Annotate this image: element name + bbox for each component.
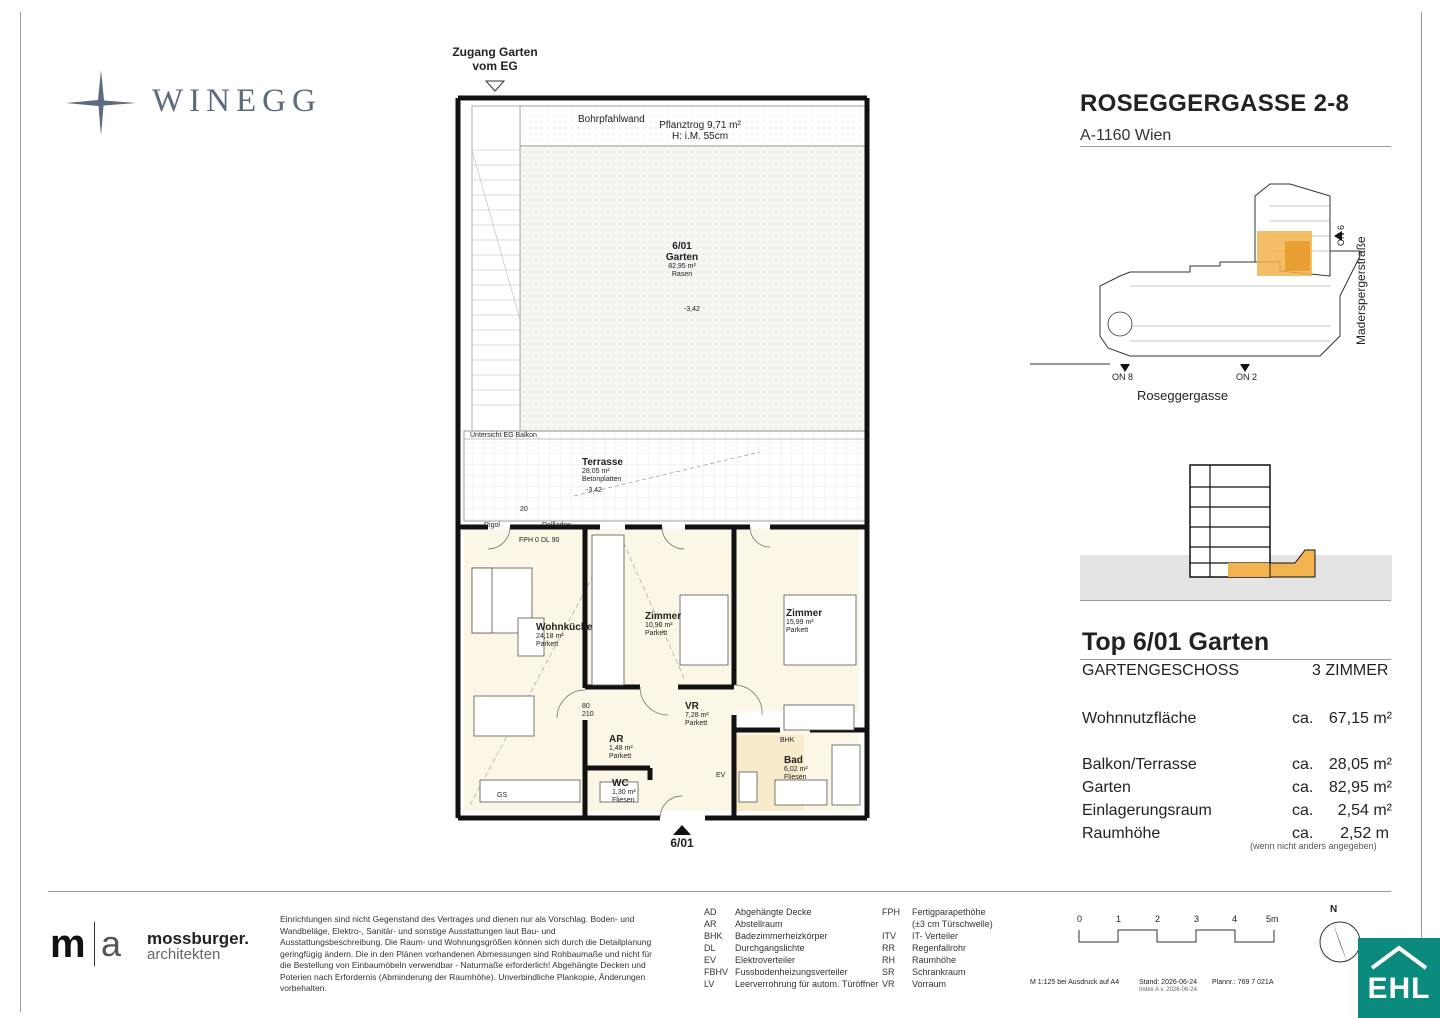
room-ar: AR 1,48 m² Parkett bbox=[609, 734, 633, 760]
meta-index: Index A v. 2026-06-24 bbox=[1139, 987, 1197, 993]
section-drawing bbox=[1080, 455, 1392, 600]
area-value-raumhoehe: 2,52 m bbox=[1340, 825, 1389, 842]
site-street-bottom: Roseggergasse bbox=[1137, 388, 1229, 403]
tag-20: 20 bbox=[520, 506, 528, 513]
tag-ev: EV bbox=[716, 772, 726, 779]
brand-name: WINEGG bbox=[152, 83, 322, 119]
scale-tick-0: 0 bbox=[1077, 914, 1083, 924]
room-vr: VR 7,28 m² Parkett bbox=[685, 701, 709, 727]
entrance-garden-label: Zugang Garten vom EG bbox=[452, 45, 538, 73]
terrace-level: -3,42 bbox=[586, 487, 602, 494]
tag-dl: DL 90 bbox=[541, 537, 560, 544]
tag-door-height: 210 bbox=[582, 711, 594, 718]
scale-tick-5: 5m bbox=[1266, 914, 1279, 924]
floor-plan bbox=[450, 90, 875, 830]
scale-tick-1: 1 bbox=[1116, 914, 1122, 924]
meta-plannr: Plannr.: 769 7 021A bbox=[1212, 979, 1274, 986]
area-label-garten: Garten bbox=[1082, 779, 1131, 796]
area-ca-raumhoehe: ca. bbox=[1292, 825, 1314, 842]
area-ca-balkon: ca. bbox=[1292, 756, 1314, 773]
legend-left: AD Abgehängte Decke AR Abstellraum BHK Badezimmerheizkörper DL Durchgangslichte EV Elektroverteiler FBHV Fussbodenheizungsverteiler LV Leerverrohrung für autom. Türöffner bbox=[704, 907, 879, 989]
area-value-balkon: 28,05 m² bbox=[1328, 756, 1392, 773]
area-label-balkon: Balkon/Terrasse bbox=[1082, 756, 1197, 773]
room-wohnkueche: Wohnküche 24,18 m² Parkett bbox=[536, 622, 593, 648]
scale-tick-2: 2 bbox=[1155, 914, 1161, 924]
garden-label: 6/01 Garten 82,95 m² Rasen bbox=[665, 241, 699, 278]
site-on2: ON 2 bbox=[1236, 372, 1258, 382]
compass-star-logo-icon bbox=[66, 70, 136, 136]
unit-rule bbox=[1080, 659, 1391, 660]
address-city: A-1160 Wien bbox=[1080, 127, 1172, 144]
architect-mark-divider bbox=[94, 922, 95, 966]
site-on6: ON 6 bbox=[1336, 224, 1346, 246]
disclaimer: Einrichtungen sind nicht Gegenstand des Vertrages und dienen nur als Vorschlag. Boden- und Wandbeläge, Elektro-, Sanitär- und sonstige Ausstattungen laut Bau- und Ausstattungsbeschreibung. Die Raum- und Wohnungsgrößen können sich durch die Detailplanung geringfügig ändern. Die in den Plänen vorhandenen Abmessungen sind Rohbaumaße und nicht für die Bestellung von Einbaumöbeln verwendbar - Naturmaße erforderlich! Abgehängte Decken und Poterien nach Erfordernis (Abminderung der Raumhöhe). Unverbindliche Plankopie, Änderungen vorbehalten. bbox=[280, 914, 652, 993]
house-icon bbox=[1366, 942, 1432, 970]
architect-sub: architekten bbox=[147, 946, 221, 963]
scale-bar bbox=[1078, 928, 1278, 944]
area-value-garten: 82,95 m² bbox=[1328, 779, 1392, 796]
site-plan bbox=[1030, 176, 1390, 386]
tag-bhk: BHK bbox=[780, 737, 795, 744]
address-street: ROSEGGERGASSE 2-8 bbox=[1080, 90, 1350, 117]
terrace-label: Terrasse 28,05 m² Betonplatten bbox=[582, 457, 623, 483]
agency-name: EHL bbox=[1367, 972, 1431, 1005]
entrance-label: 6/01 bbox=[670, 836, 694, 850]
meta-stand: Stand: 2026-06-24 bbox=[1139, 979, 1197, 986]
north-arrow-icon bbox=[1318, 906, 1362, 970]
tag-gs: GS bbox=[497, 792, 508, 799]
room-bad: Bad 6,02 m² Fliesen bbox=[784, 755, 808, 781]
tag-rigol: Rigol bbox=[484, 522, 500, 529]
area-label-einlagerung: Einlagerungsraum bbox=[1082, 802, 1212, 819]
north-label: N bbox=[1330, 904, 1338, 915]
area-value-einlagerung: 2,54 m² bbox=[1337, 802, 1392, 819]
architect-mark-m: m bbox=[50, 922, 86, 966]
pflanztrog-label: Pflanztrog 9,71 m² H: i.M. 55cm bbox=[659, 120, 741, 142]
area-ca-einlagerung: ca. bbox=[1292, 802, 1314, 819]
tag-door-width: 80 bbox=[582, 703, 590, 710]
area-label-wohnnutzflaeche: Wohnnutzfläche bbox=[1082, 710, 1197, 727]
site-street-right: Maderspergerstraße bbox=[1354, 236, 1368, 345]
architect-mark-a: a bbox=[101, 923, 122, 964]
unit-floor: GARTENGESCHOSS bbox=[1082, 662, 1240, 679]
unit-rooms: 3 ZIMMER bbox=[1312, 662, 1389, 679]
room-zimmer-1: Zimmer 10,90 m² Parkett bbox=[645, 611, 682, 637]
scale-note: M 1:125 bei Ausdruck auf A4 bbox=[1030, 979, 1120, 986]
room-zimmer-2: Zimmer 15,99 m² Parkett bbox=[786, 608, 823, 634]
tag-fph: FPH 0 bbox=[519, 537, 539, 544]
section-rule bbox=[1080, 600, 1391, 601]
area-ca-garten: ca. bbox=[1292, 779, 1314, 796]
legend-right: FPH Fertigparapethöhe (±3 cm Türschwelle) ITV IT- Verteiler RR Regenfallrohr RH Raumhöhe SR Schrankraum VR Vorraum bbox=[882, 907, 993, 989]
scale-tick-4: 4 bbox=[1232, 914, 1238, 924]
architect-name: mossburger. bbox=[147, 929, 250, 948]
unit-title: Top 6/01 Garten bbox=[1082, 628, 1270, 656]
garden-level: -3,42 bbox=[684, 306, 700, 313]
address-rule bbox=[1080, 146, 1391, 147]
area-label-raumhoehe: Raumhöhe bbox=[1082, 825, 1161, 842]
area-ca-wohnnutzflaeche: ca. bbox=[1292, 710, 1314, 727]
bohrpfahlwand-label: Bohrpfahlwand bbox=[578, 114, 645, 125]
area-footnote: (wenn nicht anders angegeben) bbox=[1250, 841, 1377, 851]
eg-balkon-note: Untersicht EG Balkon bbox=[470, 432, 537, 439]
room-wc: WC 1,30 m² Fliesen bbox=[612, 778, 636, 804]
scale-tick-3: 3 bbox=[1194, 914, 1200, 924]
area-value-wohnnutzflaeche: 67,15 m² bbox=[1328, 710, 1392, 727]
entrance-marker-icon bbox=[672, 824, 692, 836]
tag-rollladen: Rollladen bbox=[542, 522, 572, 529]
footer-rule bbox=[48, 891, 1391, 892]
site-on8: ON 8 bbox=[1112, 372, 1134, 382]
